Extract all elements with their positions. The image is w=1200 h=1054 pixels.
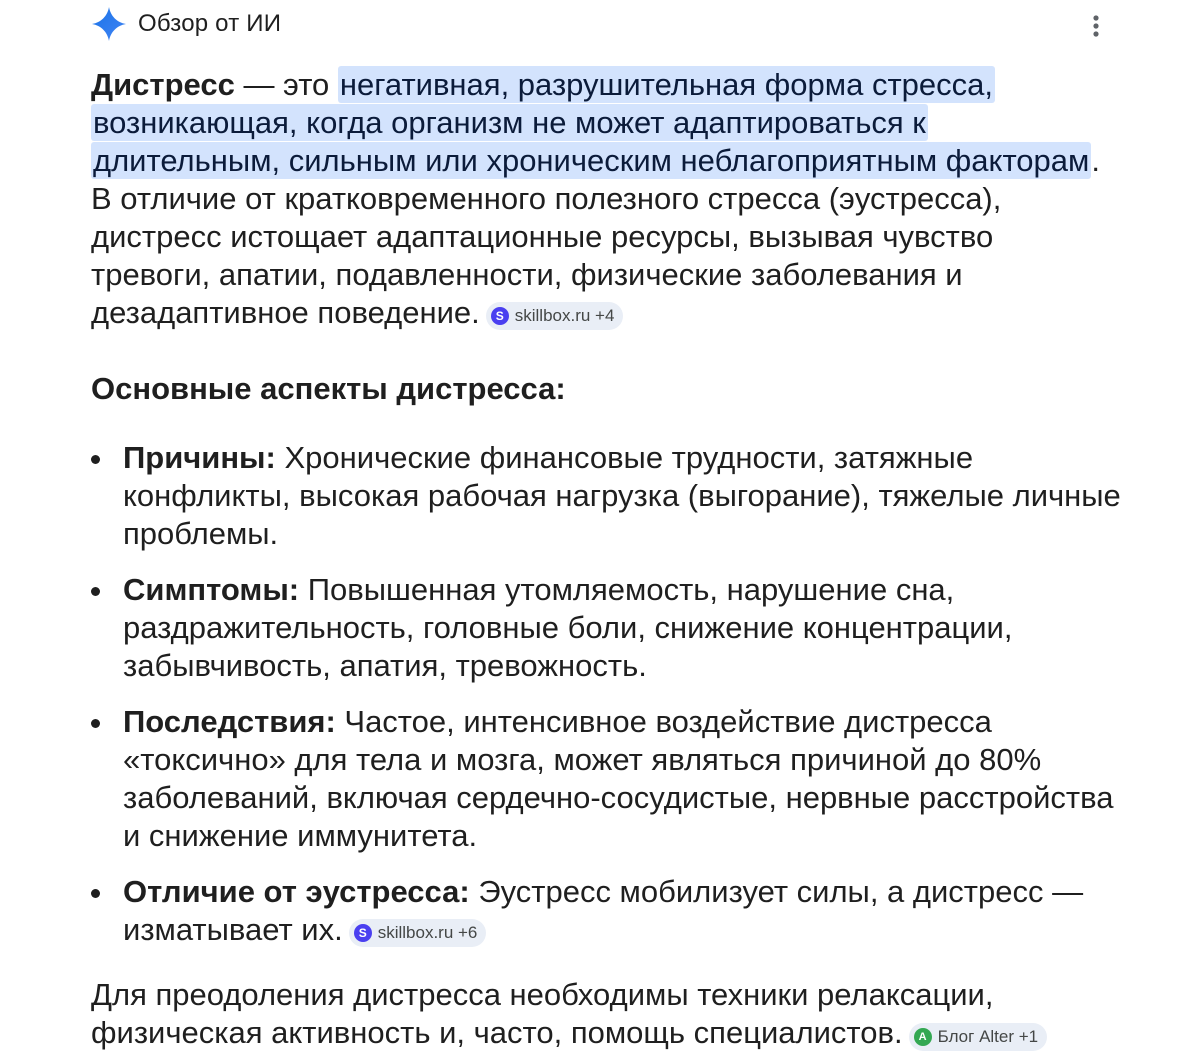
skillbox-logo-icon: S bbox=[354, 924, 372, 942]
intro-term: Дистресс bbox=[91, 67, 235, 102]
intro-paragraph bbox=[91, 66, 1121, 332]
intro-rest: . В отличие от кратковременного полезного стресса (эустресса), дистресс истощает адаптационные ресурсы, вызывая чувство тревоги, апатии, подавленности, физические заболевания и дезадаптивное поведение. bbox=[91, 143, 1100, 330]
aspect-label: Отличие от эустресса: bbox=[123, 874, 470, 909]
list-item bbox=[91, 703, 1121, 855]
aspect-text: Повышенная утомляемость, нарушение сна, раздражительность, головные боли, снижение концентрации, забывчивость, апатия, тревожность. bbox=[123, 572, 1013, 683]
aspect-label: Симптомы: bbox=[123, 572, 300, 607]
ai-overview-content bbox=[91, 66, 1121, 1052]
alter-logo-icon: A bbox=[914, 1028, 932, 1046]
aspect-label: Причины: bbox=[123, 440, 276, 475]
conclusion-paragraph bbox=[91, 976, 1121, 1052]
aspect-text: Эустресс мобилизует силы, а дистресс — изматывает их. bbox=[123, 874, 1084, 947]
conclusion-text: Для преодоления дистресса необходимы техники релаксации, физическая активность и, часто, помощь специалистов. bbox=[91, 977, 994, 1050]
source-chip-label: skillbox.ru +4 bbox=[514, 306, 615, 325]
aspect-text: Хронические финансовые трудности, затяжные конфликты, высокая рабочая нагрузка (выгорание), тяжелые личные проблемы. bbox=[123, 440, 1121, 551]
source-chip-label: Блог Alter +1 bbox=[937, 1027, 1039, 1046]
gemini-sparkle-icon bbox=[91, 6, 127, 42]
source-chip-skillbox[interactable] bbox=[349, 919, 487, 947]
aspect-text: Частое, интенсивное воздействие дистресса «токсично» для тела и мозга, может являться причиной до 80% заболеваний, включая сердечно-сосудистые, нервные расстройства и снижение иммунитета. bbox=[123, 704, 1114, 853]
list-item bbox=[91, 571, 1121, 685]
source-chip-alter[interactable] bbox=[909, 1023, 1048, 1051]
source-chip-label: skillbox.ru +6 bbox=[377, 923, 478, 942]
list-item bbox=[91, 873, 1121, 949]
intro-dash: — это bbox=[234, 67, 338, 102]
ai-overview-header bbox=[91, 4, 1111, 44]
source-chip-skillbox[interactable] bbox=[486, 302, 624, 330]
more-options-icon[interactable] bbox=[1081, 8, 1111, 44]
skillbox-logo-icon: S bbox=[491, 307, 509, 325]
aspects-list bbox=[91, 439, 1121, 949]
section-title: Основные аспекты дистресса: bbox=[91, 371, 566, 406]
list-item bbox=[91, 439, 1121, 553]
ai-overview-title: Обзор от ИИ bbox=[138, 10, 282, 37]
aspect-label: Последствия: bbox=[123, 704, 336, 739]
highlighted-definition[interactable]: негативная, разрушительная форма стресса, возникающая, когда организм не может адаптироваться к длительным, сильным или хроническим неблагоприятным факторам bbox=[93, 67, 1090, 178]
